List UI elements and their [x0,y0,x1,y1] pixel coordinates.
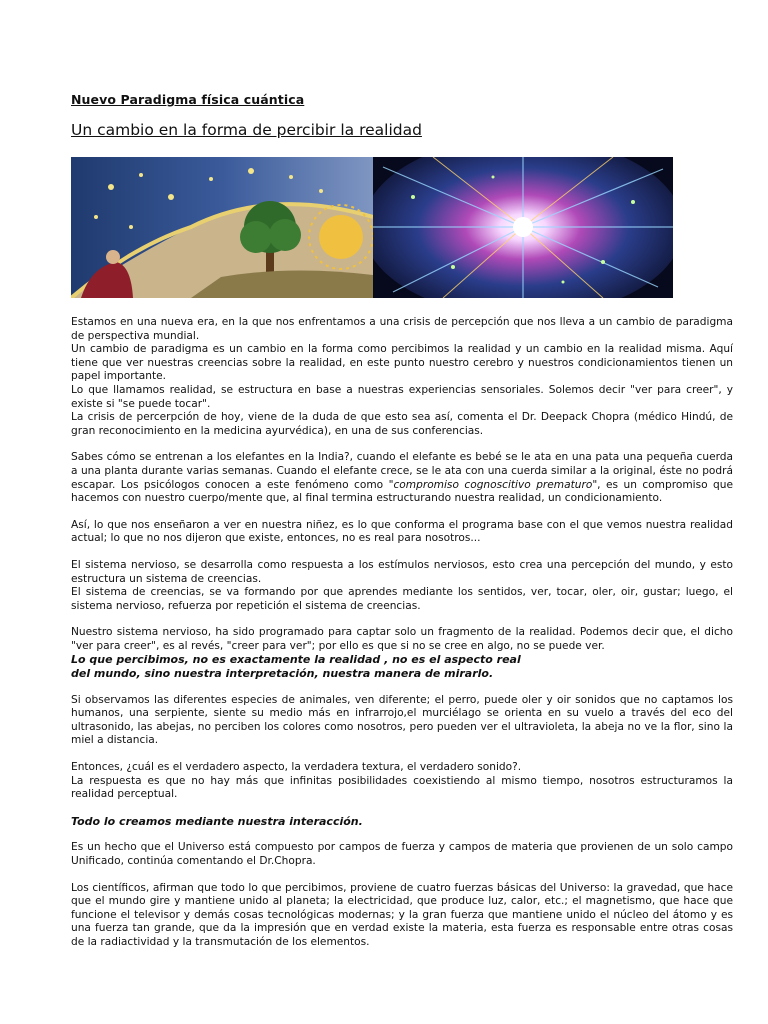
paragraph-text: ", es un compromiso que hacemos con nuestro cuerpo/mente que, al final termina estructurando nuestra realidad, un condicionamiento. [71,478,733,505]
document-page [71,92,733,963]
document-subtitle: Un cambio en la forma de percibir la realidad [71,121,422,139]
paragraph: Un cambio de paradigma es un cambio en la forma como percibimos la realidad y un cambio en la realidad misma. Aquí tiene que ver nuestras creencias sobre la realidad, en este punto nuestro cerebro y nuestros condicionamientos tienen un papel importante. [71,343,733,383]
paragraph: Estamos en una nueva era, en la que nos enfrentamos a una crisis de percepción que nos lleva a un cambio de paradigma de perspectiva mundial. [71,316,733,342]
italic-term: compromiso cognoscitivo prematuro [393,478,593,491]
paragraph: Nuestro sistema nervioso, ha sido programado para captar solo un fragmento de la realidad. Podemos decir que, el dicho "ver para creer", es al revés, "creer para ver"; por ello es que si no se cree en algo, no se puede ver. [71,626,733,652]
paragraph: Es un hecho que el Universo está compuesto por campos de fuerza y campos de materia que provienen de un solo campo Unificado, continúa comentando el Dr.Chopra. [71,841,733,867]
emphasis-heading: Todo lo creamos mediante nuestra interacción. [71,814,363,828]
paragraph: La crisis de percerpción de hoy, viene de la duda de que esto sea así, comenta el Dr. Deepack Chopra (médico Hindú, de gran reconocimiento en la medicina ayurvédica), en una de sus conferencias. [71,411,733,437]
paragraph: El sistema de creencias, se va formando por que aprendes mediante los sentidos, ver, tocar, oler, oir, gustar; luego, el sistema nervioso, refuerza por repetición el sistema de creencias. [71,586,733,612]
paragraph: La respuesta es que no hay más que infinitas posibilidades coexistiendo al mismo tiempo, nosotros estructuramos la realidad perceptual. [71,774,733,801]
emphasis-block [71,653,733,680]
paragraph-text: Sabes cómo se entrenan a los elefantes en la India?, cuando el elefante es bebé se le ata en una pata una pequeña cuerda a una planta durante varias semanas. Cuando el elefante crece, se le ata con una cuerda similar a la original, éste no podrá escapar. Los psicólogos conocen a este fenómeno como " [71,451,733,491]
paragraph: Entonces, ¿cuál es el verdadero aspecto, la verdadera textura, el verdadero sonido?. [71,761,522,774]
paragraph: El sistema nervioso, se desarrolla como respuesta a los estímulos nerviosos, esto crea una percepción del mundo, y esto estructura un sistema de creencias. [71,558,733,585]
emphasis-line: Lo que percibimos, no es exactamente la realidad , no es el aspecto real [71,653,521,667]
cosmic-energy-image [373,157,673,298]
paragraph: Así, lo que nos enseñaron a ver en nuestra niñez, es lo que conforma el programa base con el que vemos nuestra realidad actual; lo que no nos dijeron que existe, entonces, no es real para nosotros... [71,518,733,545]
paragraph: Si observamos las diferentes especies de animales, ven diferente; el perro, puede oler y oir sonidos que no captamos los humanos, una serpiente, siente su medio más en infrarrojo,el murciélago se orienta en su vuelo a través del eco del ultrasonido, las abejas, no perciben los colores como nosotros, pero pueden ver el ultravioleta, la abeja no ve la flor, sino la miel a distancia. [71,693,733,747]
paragraph: Lo que llamamos realidad, se estructura en base a nuestras experiencias sensoriales. Solemos decir "ver para creer", y existe si "se puede tocar". [71,383,733,410]
header-images [71,157,673,298]
flammarion-engraving-image [71,157,373,298]
emphasis-line: del mundo, sino nuestra interpretación, nuestra manera de mirarlo. [71,667,494,681]
paragraph: Los científicos, afirman que todo lo que percibimos, proviene de cuatro fuerzas básicas del Universo: la gravedad, que hace que el mundo gire y mantiene unido al planeta; la electricidad, que produce luz, calor, etc.; el magnetismo, que hace que funcione el televisor y demás cosas tecnológicas modernas; y la gran fuerza que mantiene unido el núcleo del átomo y es una fuerza tan grande, que da la impresión que en verdad existe la materia, esta fuerza es responsable entre otras cosas de la radiactividad y la transmutación de los elementos. [71,881,733,948]
document-title: Nuevo Paradigma física cuántica [71,92,305,107]
paragraph [71,451,733,505]
